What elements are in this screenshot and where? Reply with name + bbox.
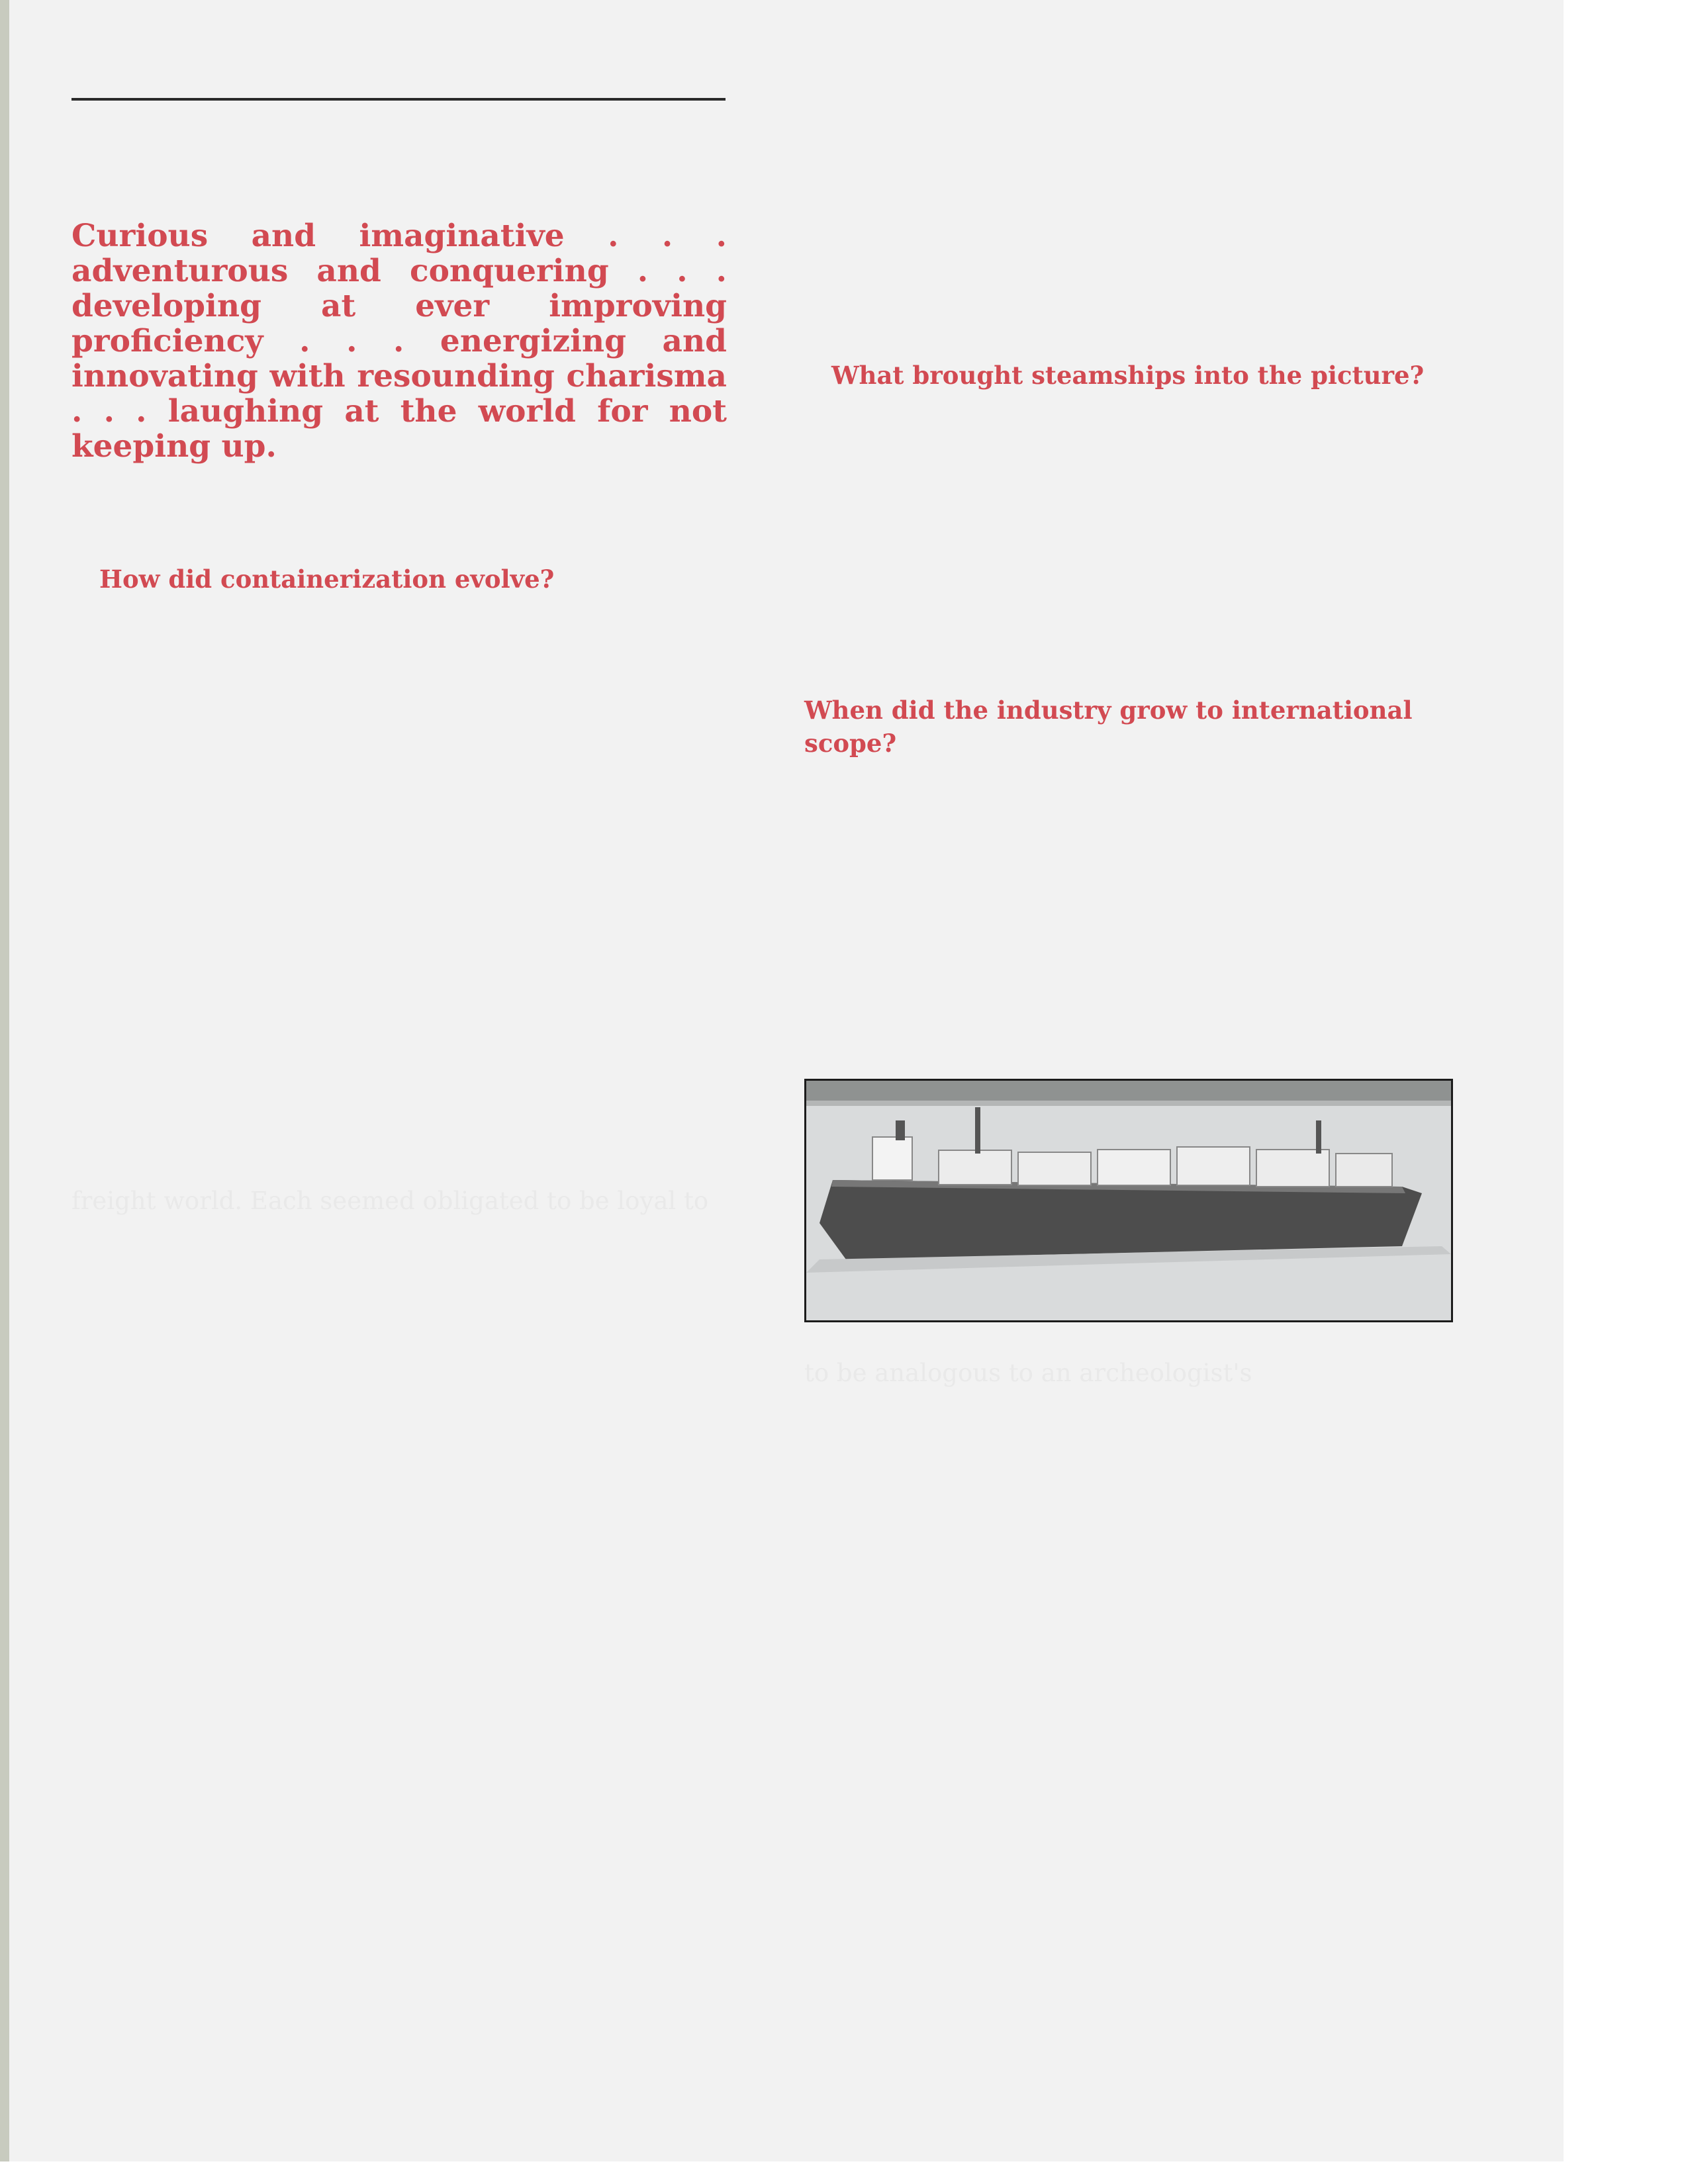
page-right-margin: [1564, 0, 1688, 2184]
faded-body-text-right: to be analogous to an archeologist's: [804, 1359, 1252, 1387]
page-spine-edge: [0, 0, 9, 2184]
top-rule: [71, 98, 726, 101]
container-ship-photo: [804, 1079, 1453, 1322]
page-bottom-margin: [0, 2161, 1688, 2184]
pull-quote: Curious and imaginative . . . adventurous and conquering . . . developing at ever improving proficiency . . . energizing and innovating with resounding charisma . . . laughing at the world for not keeping up.: [71, 218, 727, 465]
heading-international-scope: When did the industry grow to international scope?: [804, 696, 1413, 758]
heading-steamships: What brought steamships into the picture?: [831, 361, 1425, 390]
faded-body-text-left: freight world. Each seemed obligated to be loyal to: [71, 1187, 709, 1215]
ship-illustration: [806, 1081, 1451, 1320]
heading-containerization: How did containerization evolve?: [99, 565, 555, 594]
